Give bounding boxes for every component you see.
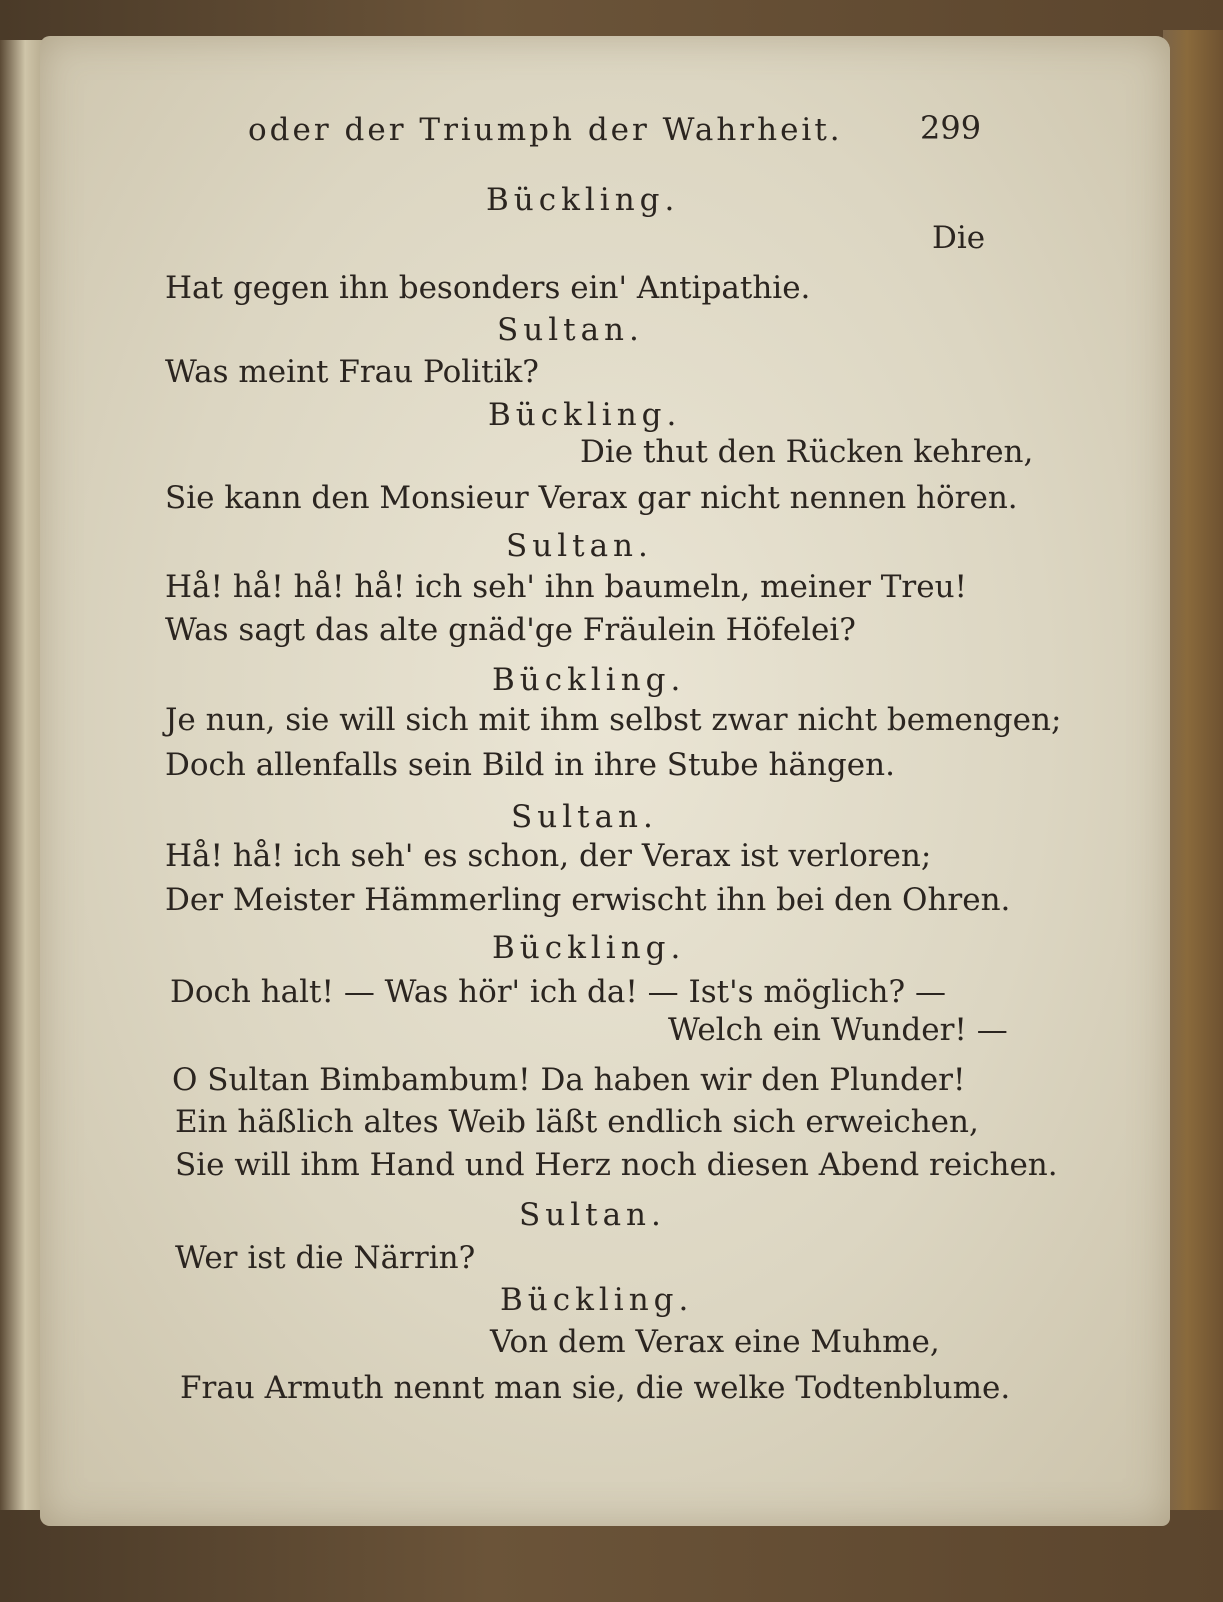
speaker-label: Sultan. <box>497 312 644 348</box>
catchword: Die <box>932 220 986 256</box>
speaker-label: Bückling. <box>492 930 686 966</box>
left-page-edge <box>0 40 42 1510</box>
verse-line: Hå! hå! hå! hå! ich seh' ihn baumeln, meiner Treu! <box>165 569 968 605</box>
speaker-label: Bückling. <box>486 182 680 218</box>
verse-line: O Sultan Bimbambum! Da haben wir den Plunder! <box>172 1062 966 1098</box>
verse-line: Von dem Verax eine Muhme, <box>490 1324 940 1360</box>
verse-line: Was sagt das alte gnäd'ge Fräulein Höfelei? <box>165 612 856 648</box>
verse-line: Was meint Frau Politik? <box>165 354 539 390</box>
speaker-label: Bückling. <box>500 1282 694 1318</box>
verse-line: Frau Armuth nennt man sie, die welke Todtenblume. <box>180 1370 1011 1406</box>
verse-line: Hat gegen ihn besonders ein' Antipathie. <box>165 270 811 306</box>
verse-line: Hå! hå! ich seh' es schon, der Verax ist verloren; <box>165 838 932 874</box>
speaker-label: Sultan. <box>506 528 653 564</box>
verse-line: Ein häßlich altes Weib läßt endlich sich erweichen, <box>175 1104 979 1140</box>
verse-line: Doch halt! — Was hör' ich da! — Ist's möglich? — <box>170 974 946 1010</box>
speaker-label: Bückling. <box>488 397 682 433</box>
verse-line: Welch ein Wunder! — <box>668 1012 1008 1048</box>
page-number: 299 <box>920 109 982 147</box>
speaker-label: Bückling. <box>492 662 686 698</box>
verse-line: Wer ist die Närrin? <box>175 1240 476 1276</box>
verse-line: Sie will ihm Hand und Herz noch diesen Abend reichen. <box>175 1147 1058 1183</box>
verse-line: Je nun, sie will sich mit ihm selbst zwar nicht bemengen; <box>165 702 1062 738</box>
verse-line: Doch allenfalls sein Bild in ihre Stube hängen. <box>165 747 895 783</box>
verse-line: Der Meister Hämmerling erwischt ihn bei den Ohren. <box>165 882 1011 918</box>
verse-line: Sie kann den Monsieur Verax gar nicht nennen hören. <box>165 480 1018 516</box>
verse-line: Die thut den Rücken kehren, <box>580 434 1034 470</box>
cover-edge <box>1163 30 1223 1510</box>
running-title: oder der Triumph der Wahrheit. <box>248 112 843 148</box>
speaker-label: Sultan. <box>519 1197 666 1233</box>
speaker-label: Sultan. <box>511 799 658 835</box>
